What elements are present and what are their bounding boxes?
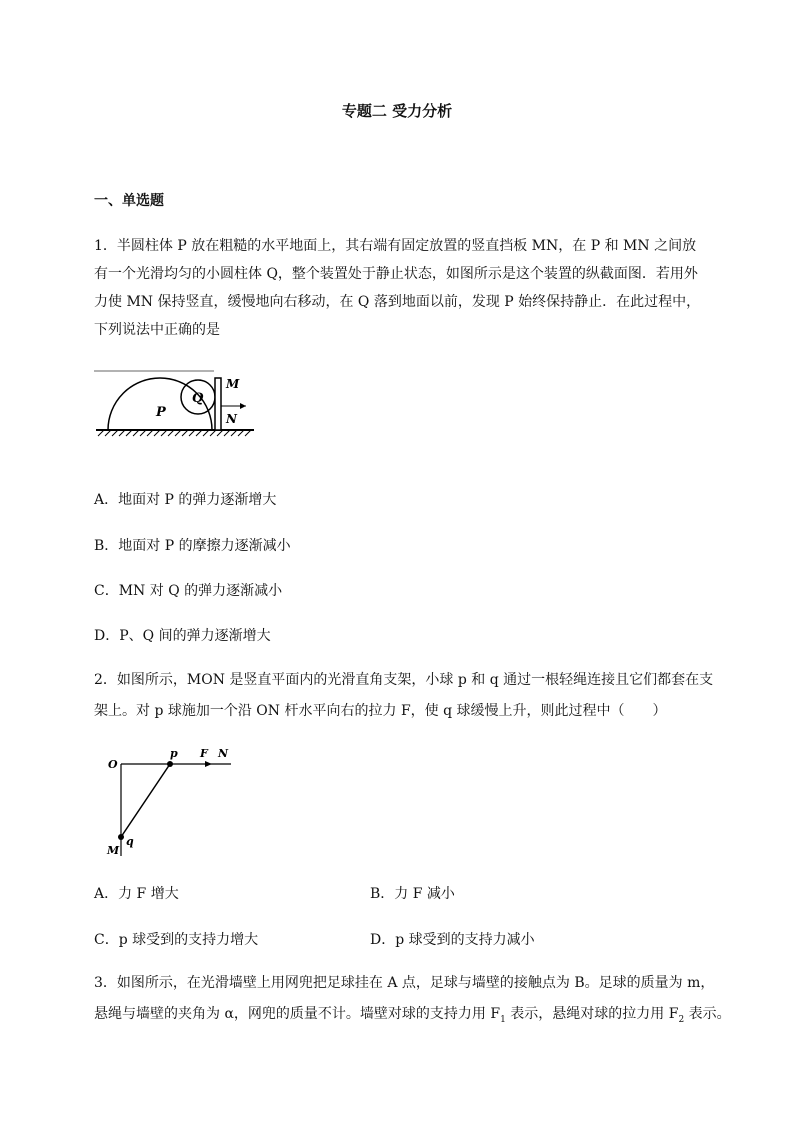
q3-line2-part-b: 表示，悬绳对球的拉力用 F — [505, 1006, 679, 1022]
label-o: O — [108, 758, 118, 771]
q1-option-b: B．地面对 P 的摩擦力逐渐减小 — [94, 538, 291, 554]
ball-q — [118, 834, 124, 840]
arrow-head-icon — [240, 403, 246, 409]
q2-option-a: A．力 F 增大 — [94, 886, 179, 902]
label-f: F — [200, 747, 208, 760]
force-arrow-icon — [205, 761, 212, 767]
board-mn — [215, 378, 221, 430]
rope-pq — [121, 764, 170, 837]
label-m-end: M — [107, 844, 120, 857]
q2-option-b: B．力 F 减小 — [370, 886, 455, 902]
q3-line2-part-a: 悬绳与墙壁的夹角为 α，网兜的质量不计。墙壁对球的支持力用 F — [94, 1006, 501, 1022]
q1-option-a: A．地面对 P 的弹力逐渐增大 — [94, 492, 277, 508]
q1-option-d: D．P、Q 间的弹力逐渐增大 — [94, 628, 271, 644]
label-n: N — [226, 412, 237, 426]
q2-option-d: D．p 球受到的支持力减小 — [370, 932, 535, 948]
label-q: Q — [192, 391, 204, 406]
q3-f2-subscript: 2 — [678, 1014, 685, 1025]
question-2-line-1: 2．如图所示，MON 是竖直平面内的光滑直角支架，小球 p 和 q 通过一根轻绳连接且它们都套在支 — [94, 672, 714, 688]
question-1-figure — [94, 368, 264, 466]
q1-option-c: C．MN 对 Q 的弹力逐渐减小 — [94, 583, 283, 599]
question-2-figure — [104, 742, 236, 860]
label-m: M — [226, 377, 240, 391]
question-3-line-1: 3．如图所示，在光滑墙壁上用网兜把足球挂在 A 点，足球与墙壁的接触点为 B。足球的质量为 m， — [94, 975, 715, 991]
section-heading: 一、单选题 — [94, 193, 164, 209]
label-p-ball: p — [170, 747, 178, 760]
label-n-end: N — [218, 747, 229, 760]
q2-option-c: C．p 球受到的支持力增大 — [94, 932, 259, 948]
q3-line2-part-c: 表示。 — [684, 1006, 731, 1022]
label-p: P — [156, 405, 166, 420]
ball-p — [167, 761, 173, 767]
question-2-line-2: 架上。对 p 球施加一个沿 ON 杆水平向右的拉力 F，使 q 球缓慢上升，则此过程中（ ） — [94, 703, 667, 719]
question-3-line-2 — [94, 1003, 731, 1025]
question-1-text: 1．半圆柱体 P 放在粗糙的水平地面上，其右端有固定放置的竖直挡板 MN，在 P 和 MN 之间放有一个光滑均匀的小圆柱体 Q，整个装置处于静止状态，如图所示是这个装置的纵截面图．若用外力使 MN 保持竖直，缓慢地向右移动，在 Q 落到地面以前，发现 P 始终保持静止．在此过程中，下列说法中正确的是 — [94, 238, 701, 338]
q3-f1-subscript: 1 — [500, 1014, 506, 1025]
page-title: 专题二 受力分析 — [341, 102, 453, 120]
label-q-ball: q — [126, 835, 134, 848]
